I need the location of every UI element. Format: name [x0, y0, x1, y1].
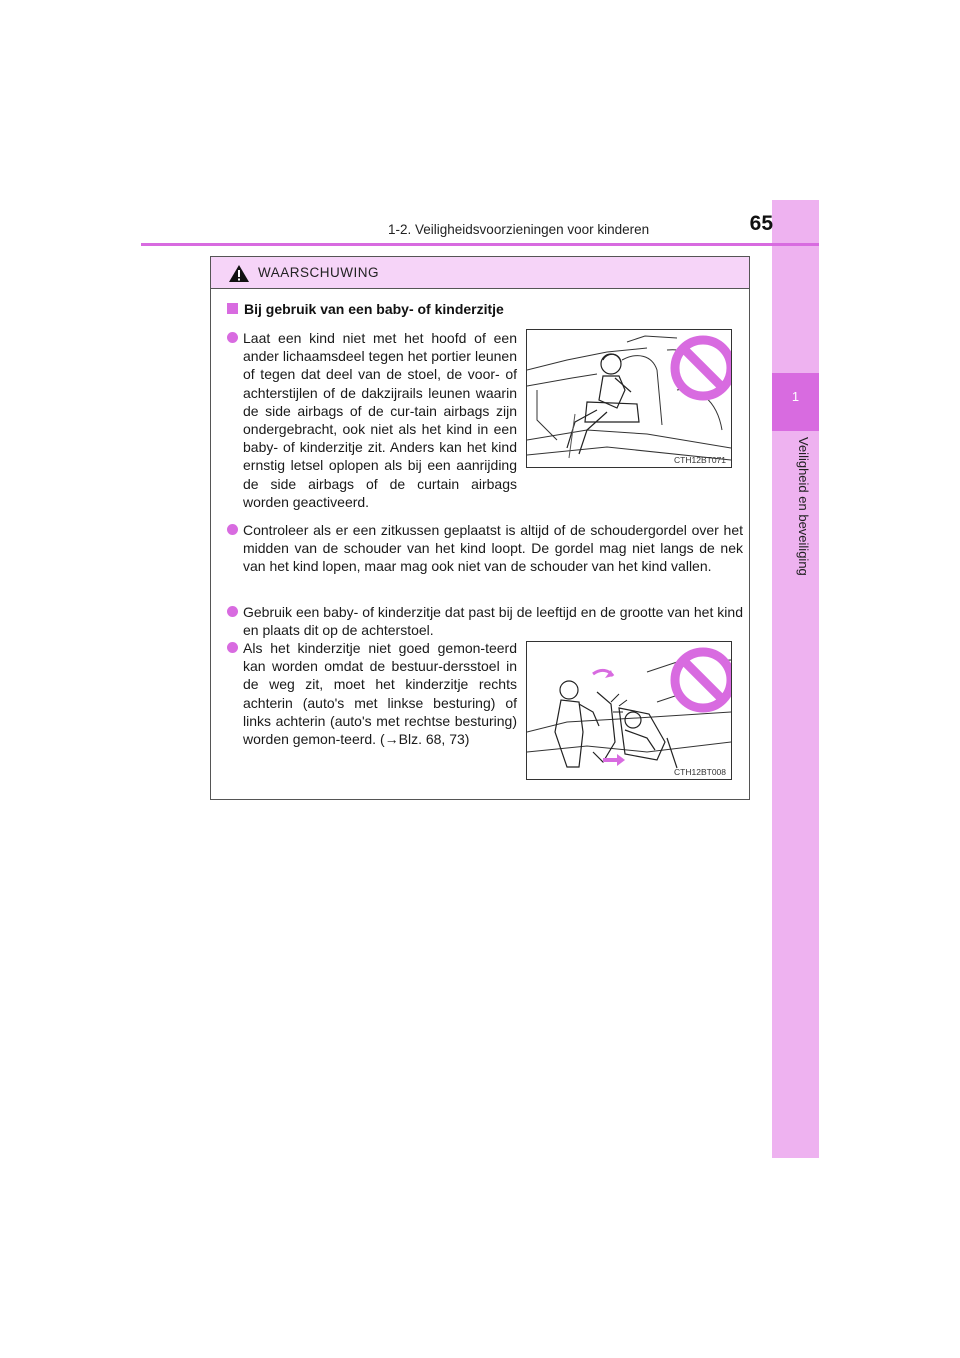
side-tab — [772, 200, 819, 1158]
square-bullet-icon — [227, 303, 238, 314]
warning-box — [210, 256, 750, 800]
figure-child-leaning-on-door — [526, 329, 732, 468]
chapter-number: 1 — [791, 389, 800, 404]
figure-driver-seat-blocking — [526, 641, 732, 780]
bullet-dot-icon — [227, 524, 238, 535]
bullet-dot-icon — [227, 642, 238, 653]
bullet-item: Als het kinderzitje niet goed gemon-teerd kan worden omdat de bestuur-dersstoel in de weg zit, moet het kinderzitje rechts achterin (auto's met linkse besturing) of links achterin (auto's met rechtse besturing) worden gemon-teerd. (→Blz. 68, 73) — [243, 639, 517, 748]
warning-subheading: Bij gebruik van een baby- of kinderzitje — [227, 301, 504, 317]
warning-header — [211, 257, 749, 289]
figure-code: CTH12BT008 — [674, 767, 726, 777]
page-number: 65 — [749, 212, 773, 235]
bullet-item: Laat een kind niet met het hoofd of een ander lichaamsdeel tegen het portier leunen of tegen dat deel van de stoel, de voor- of achterstijlen of de dakzijrails leunen waarin de side airbags of de cur-tain airbags zijn ondergebracht, ook niet als het kind in een baby- of kinderzitje zit. Anders kan het kind ernstig letsel oplopen als bij een aanrijding de side airbags of de curtain airbags worden geactiveerd. — [243, 329, 517, 511]
chapter-label: Veiligheid en beveiliging — [796, 437, 811, 576]
warning-triangle-icon — [228, 264, 250, 283]
bullet-item: Controleer als er een zitkussen geplaatst is altijd of de schoudergordel over het midden van de schouder van het kind loopt. De gordel mag niet langs de nek van het kind lopen, maar mag ook niet van de schouder van het kind vallen. — [243, 521, 743, 576]
bullet-dot-icon — [227, 332, 238, 343]
bullet-dot-icon — [227, 606, 238, 617]
figure-code: CTH12BT071 — [674, 455, 726, 465]
header-divider — [141, 243, 819, 246]
child-booster-seat-illustration — [527, 330, 731, 467]
bullet-item: Gebruik een baby- of kinderzitje dat past bij de leeftijd en de grootte van het kind en plaats dit op de achterstoel. — [243, 603, 743, 639]
rear-child-seat-illustration — [527, 642, 731, 779]
section-title: 1-2. Veiligheidsvoorzieningen voor kinderen — [388, 222, 650, 237]
warning-title: WAARSCHUWING — [258, 265, 379, 280]
